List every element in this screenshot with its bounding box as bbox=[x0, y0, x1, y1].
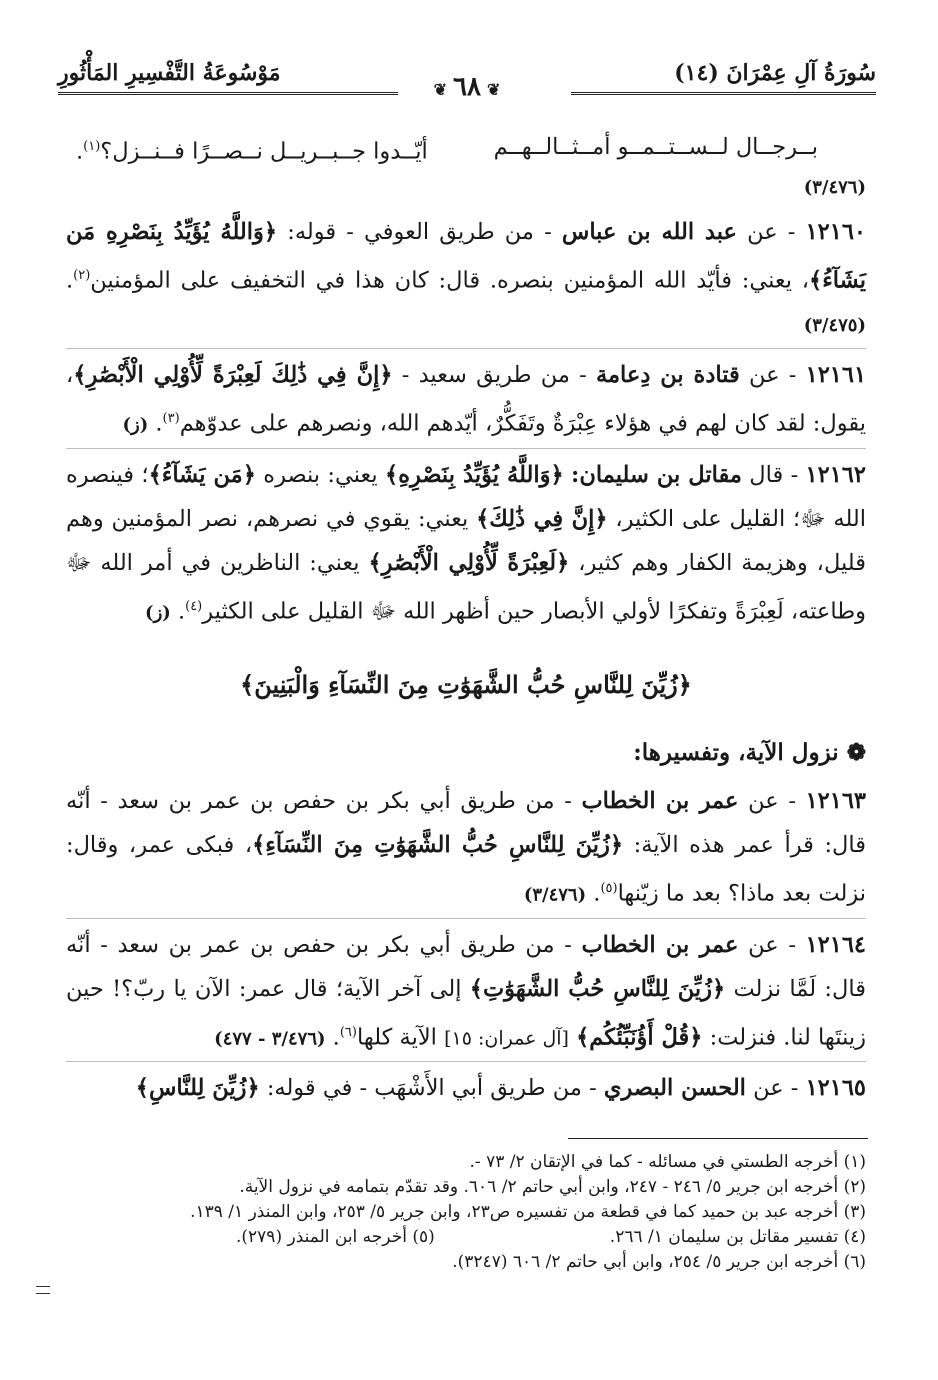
narration-12162: ١٢١٦٢ - قال مقاتل بن سليمان: ﴿وَاللَّهُ يُؤَيِّدُ بِنَصْرِهِ﴾ يعني: بنصره ﴿مَن يَشَآءُ﴾؛ فينصره الله ﷻ؛ القليل على الكثير، ﴿إِنَّ فِي ذَٰلِكَ﴾ يعني: يقوي في نصرهم، نصر المؤمنين وهم قليل، وهزيمة الكفار وهم كثير، ﴿لَعِبْرَةً لِّأُوْلِي الْأَبْصَٰرِ﴾ يعني: الناظرين في أمر الله ﷻ وطاعته، لَعِبْرَةً وتفكرًا لأولي الأبصار حين أظهر الله ﷻ القليل على الكثير$^{(٤)}$. (ز) bbox=[66, 448, 866, 636]
quran-quote: ﴿زُيِّنَ لِلنَّاسِ﴾ bbox=[135, 1075, 260, 1101]
narrator-name: الحسن البصري bbox=[603, 1075, 746, 1101]
volume-reference: (ز) bbox=[122, 414, 149, 436]
surah-title: سُورَةُ آلِ عِمْرَانَ (١٤) bbox=[674, 60, 876, 86]
surah-citation: [آل عمران: ١٥] bbox=[444, 1027, 569, 1049]
quran-quote: ﴿وَاللَّهُ يُؤَيِّدُ بِنَصْرِهِ﴾ bbox=[385, 461, 564, 488]
header-rule-left bbox=[58, 92, 398, 95]
footnote-marker: (٣) bbox=[162, 411, 180, 426]
quran-quote: ﴿قُلْ أَؤُنَبِّئُكُم﴾ bbox=[576, 1024, 703, 1050]
verse-reference: (٣/٤٧٦) bbox=[803, 176, 866, 198]
footnote-marker: (٢) bbox=[73, 267, 91, 283]
narrator-name: عمر بن الخطاب bbox=[581, 931, 739, 958]
page-number bbox=[428, 72, 507, 102]
poetry-verse bbox=[66, 125, 866, 174]
footnote-1: (١) أخرجه الطستي في مسائله - كما في الإتقان ٢/ ٧٣ -. bbox=[469, 1152, 866, 1172]
section-verse-heading: ﴿زُيِّنَ لِلنَّاسِ حُبُّ الشَّهَوَٰتِ مِنَ النِّسَآءِ وَالْبَنِينَ﴾ bbox=[240, 670, 692, 699]
footnote-marker: (٥) bbox=[600, 881, 618, 896]
narration-12160: ١٢١٦٠ - عن عبد الله بن عباس - من طريق العوفي - قوله: ﴿وَاللَّهُ يُؤَيِّدُ بِنَصْرِهِ مَن يَشَآءُ﴾، يعني: فأيّد الله المؤمنين بنصره. قال: كان هذا في التخفيف على المؤمنين$^{(٢)}$. (٣/٤٧٥) bbox=[66, 218, 866, 336]
footnote-6: (٦) أخرجه ابن جرير ٥/ ٢٥٤، وابن أبي حاتم ٢/ ٦٠٦ (٣٢٤٧). bbox=[452, 1252, 866, 1272]
quran-quote: ﴿إِنَّ فِي ذَٰلِكَ لَعِبْرَةً لِّأُوْلِي الْأَبْصَٰرِ﴾ bbox=[73, 362, 393, 388]
book-title: مَوْسُوعَةُ التَّفْسِيرِ المَأْثُورِ bbox=[58, 60, 281, 86]
header-rule-right bbox=[571, 92, 876, 95]
quran-quote: ﴿زُيِّنَ لِلنَّاسِ حُبُّ الشَّهَوَٰتِ مِنَ النِّسَآءِ﴾ bbox=[252, 832, 624, 858]
verse-hemistich-2: أيّــدوا جــبــريــل نــصــرًا فــنــزل؟$^{(١)}$. bbox=[76, 138, 428, 165]
section-title: ❁ نزول الآية، وتفسيرها: bbox=[633, 739, 866, 766]
narration-12165: ١٢١٦٥ - عن الحسن البصري - من طريق أبي الأَشْهَب - في قوله: ﴿زُيِّنَ لِلنَّاسِ﴾ bbox=[66, 1061, 866, 1110]
footnote-4: (٤) تفسير مقاتل بن سليمان ١/ ٢٦٦. bbox=[609, 1227, 866, 1247]
volume-reference: (٣/٤٧٦) bbox=[523, 884, 587, 906]
narrator-name: عمر بن الخطاب bbox=[581, 788, 739, 814]
page-number-value: ٦٨ bbox=[453, 72, 481, 102]
quran-quote: ﴿زُيِّنَ لِلنَّاسِ حُبُّ الشَّهَوَٰتِ﴾ bbox=[469, 975, 726, 1002]
margin-mark bbox=[36, 1286, 50, 1294]
footnote-2: (٢) أخرجه ابن جرير ٥/ ٢٤٦ - ٢٤٧، وابن أبي حاتم ٢/ ٦٠٦. وقد تقدّم بتمامه في نزول الآية. bbox=[239, 1177, 866, 1197]
footnotes bbox=[66, 1150, 866, 1275]
narration-12163: ١٢١٦٣ - عن عمر بن الخطاب - من طريق أبي بكر بن حفص بن عمر بن سعد - أنّه قال: قرأ عمر هذه الآية: ﴿زُيِّنَ لِلنَّاسِ حُبُّ الشَّهَوَٰتِ مِنَ النِّسَآءِ﴾، فبكى عمر، وقال: نزلت بعد ماذا؟ بعد ما زيّنها$^{(٥)}$. (٣/٤٧٦) bbox=[66, 788, 867, 907]
footnote-separator bbox=[568, 1138, 868, 1139]
quran-quote: ﴿لَعِبْرَةً لِّأُوْلِي الْأَبْصَٰرِ﴾ bbox=[368, 549, 570, 576]
quran-quote: ﴿إِنَّ فِي ذَٰلِكَ﴾ bbox=[476, 505, 608, 532]
footnote-3: (٣) أخرجه عبد بن حميد كما في قطعة من تفسيره ص٢٣، وابن جرير ٥/ ٢٥٣، وابن المنذر ١/ ١٣٩. bbox=[190, 1202, 866, 1222]
footnote-5: (٥) أخرجه ابن المنذر (٢٧٩). bbox=[236, 1227, 435, 1247]
footnote-marker: (٦) bbox=[339, 1024, 357, 1040]
narrator-name: مقاتل بن سليمان: bbox=[571, 461, 742, 488]
page-header bbox=[58, 50, 876, 110]
ornament-icon: ❦ bbox=[486, 80, 501, 99]
narrator-name: عبد الله بن عباس bbox=[561, 218, 737, 245]
footnote-marker: (٤) bbox=[185, 598, 203, 614]
volume-reference: (٣/٤٧٦ - ٤٧٧) bbox=[214, 1028, 326, 1049]
quran-quote: ﴿وَاللَّهُ يُؤَيِّدُ بِنَصْرِهِ مَن يَشَآءُ﴾ bbox=[66, 218, 866, 293]
narration-12164: ١٢١٦٤ - عن عمر بن الخطاب - من طريق أبي بكر بن حفص بن عمر بن سعد - أنّه قال: لَمَّا نزلت ﴿زُيِّنَ لِلنَّاسِ حُبُّ الشَّهَوَٰتِ﴾ إلى آخر الآية؛ قال عمر: الآن يا ربّ؟! حين زينتَها لنا. فنزلت: ﴿قُلْ أَؤُنَبِّئُكُم﴾ [آل عمران: ١٥] الآية كلها$^{(٦)}$. (٣/٤٧٦ - ٤٧٧) bbox=[66, 918, 866, 1062]
main-text bbox=[66, 125, 866, 1110]
footnote-row-4-5 bbox=[66, 1225, 866, 1250]
verse-hemistich-1: بــرجــال لــســتــمــو أمــثــالــهــم bbox=[493, 134, 818, 160]
narration-12161: ١٢١٦١ - عن قتادة بن دِعامة - من طريق سعيد - ﴿إِنَّ فِي ذَٰلِكَ لَعِبْرَةً لِّأُوْلِي الْأَبْصَٰرِ﴾، يقول: لقد كان لهم في هؤلاء عِبْرَةٌ وتَفَكُّرٌ، أيّدهم الله، ونصرهم على عدوّهم$^{(٣)}$. (ز) bbox=[66, 348, 866, 448]
volume-reference: (٣/٤٧٥) bbox=[803, 315, 866, 336]
volume-reference: (ز) bbox=[145, 602, 171, 623]
ornament-icon: ❦ bbox=[433, 80, 448, 99]
narrator-name: قتادة بن دِعامة bbox=[595, 362, 740, 388]
quran-quote: ﴿مَن يَشَآءُ﴾ bbox=[148, 461, 256, 488]
footnote-marker: (١) bbox=[83, 139, 101, 154]
